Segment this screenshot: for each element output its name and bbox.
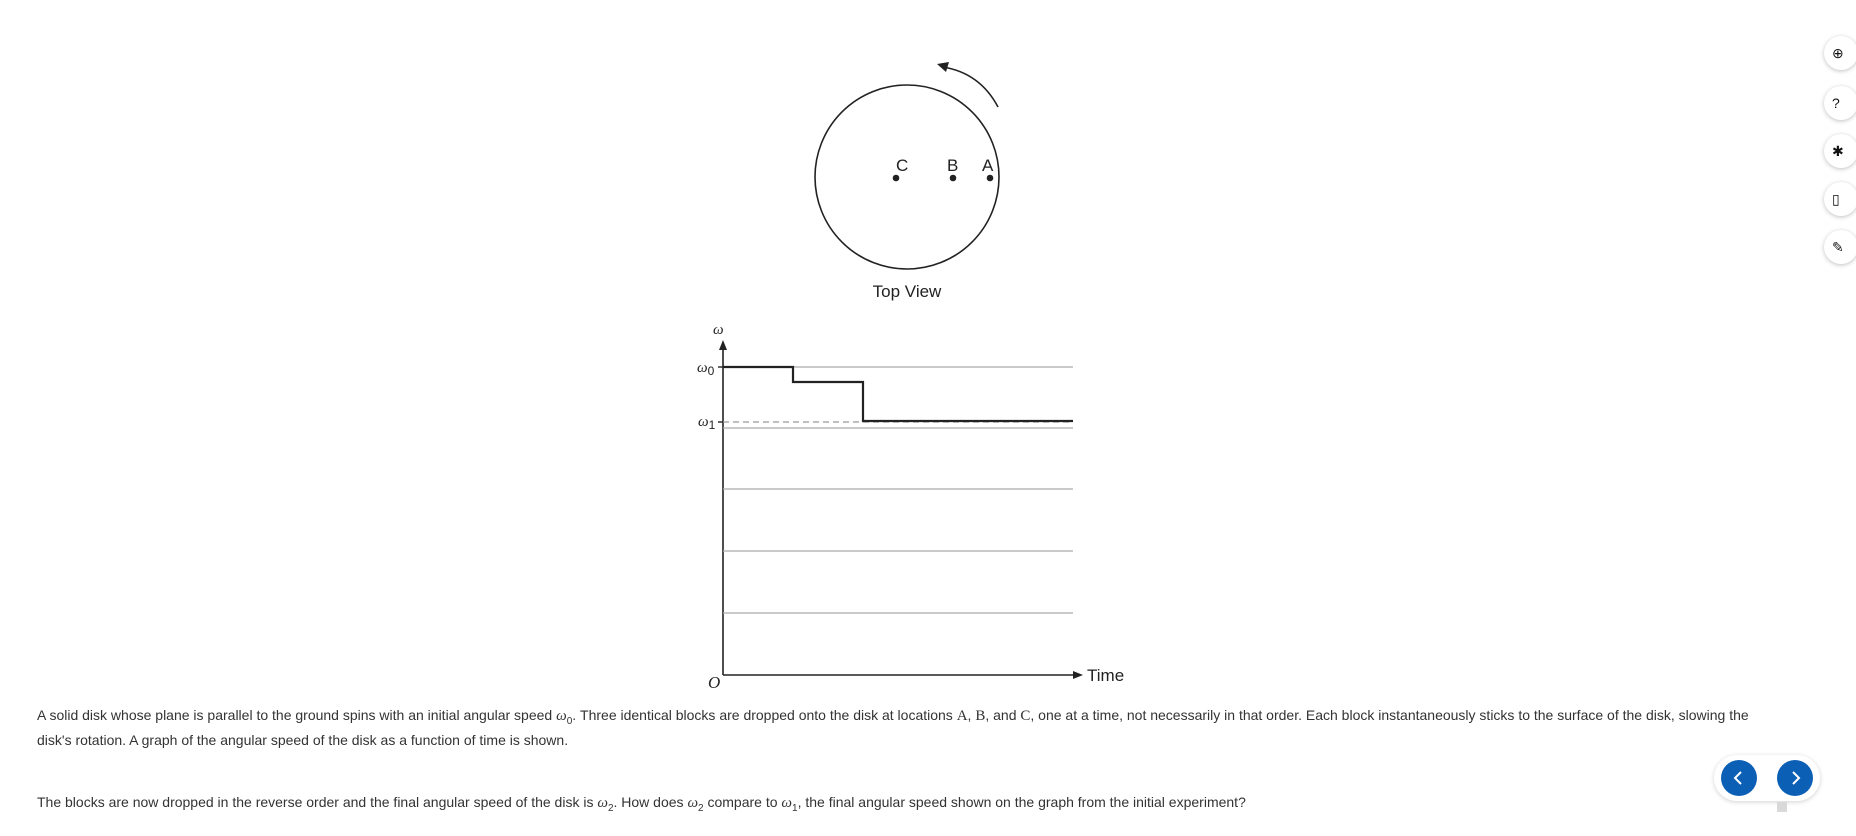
previous-button[interactable] xyxy=(1721,760,1757,796)
question-navigation xyxy=(1714,755,1820,801)
question-stem-intro: A solid disk whose plane is parallel to the ground spins with an initial angular speed $\omega_0$. Three identical blocks are dropped onto the disk at locations A, B, and C, one at a time, not necessarily in that order. Each block instantaneously sticks to the surface of the disk, slowing the disk's rotation. A graph of the angular speed of the disk as a function of time is shown. xyxy=(37,707,1749,748)
help-button[interactable] xyxy=(1824,86,1856,120)
rotation-arrowhead xyxy=(937,62,949,72)
settings-button[interactable] xyxy=(1824,134,1856,168)
pencil-icon: ✎ xyxy=(1832,238,1844,255)
origin-label: O xyxy=(708,673,721,692)
disk-circle xyxy=(815,85,999,269)
point-label-a: A xyxy=(982,156,994,175)
next-button[interactable] xyxy=(1777,760,1813,796)
question-stem-prompt: The blocks are now dropped in the reverse order and the final angular speed of the disk is $\omega_2$. How does $\omega_2$ compare to $\omega_1$, the final angular speed shown on the graph from the initial experiment? xyxy=(37,794,1246,814)
x-axis-label: Time xyxy=(1087,666,1125,685)
point-a-dot xyxy=(987,175,994,182)
point-c-dot xyxy=(893,175,900,182)
omega0-tick-label: $\omega_0$ xyxy=(697,360,715,378)
bookmark-icon: ▯ xyxy=(1832,190,1840,207)
zoom-icon: ⊕ xyxy=(1832,44,1844,61)
annotate-button[interactable] xyxy=(1824,230,1856,264)
scroll-indicator xyxy=(1777,802,1787,812)
omega1-tick-label: $\omega_1$ xyxy=(698,414,716,432)
angular-speed-step-line xyxy=(723,367,1073,421)
gear-icon: ✱ xyxy=(1832,142,1844,159)
figure-caption: Top View xyxy=(872,282,942,301)
angular-speed-graph xyxy=(690,318,1150,698)
disk-top-view-figure xyxy=(800,55,1020,315)
x-axis-arrowhead xyxy=(1073,671,1083,679)
chevron-left-icon xyxy=(1731,770,1747,786)
zoom-button[interactable] xyxy=(1824,36,1856,70)
y-axis-symbol: ω xyxy=(713,322,724,338)
help-icon: ? xyxy=(1832,95,1840,111)
point-label-b: B xyxy=(947,156,959,175)
rotation-arrow-icon xyxy=(943,67,998,107)
point-b-dot xyxy=(950,175,957,182)
point-label-c: C xyxy=(896,156,909,175)
bookmark-button[interactable] xyxy=(1824,182,1856,216)
chevron-right-icon xyxy=(1787,770,1803,786)
